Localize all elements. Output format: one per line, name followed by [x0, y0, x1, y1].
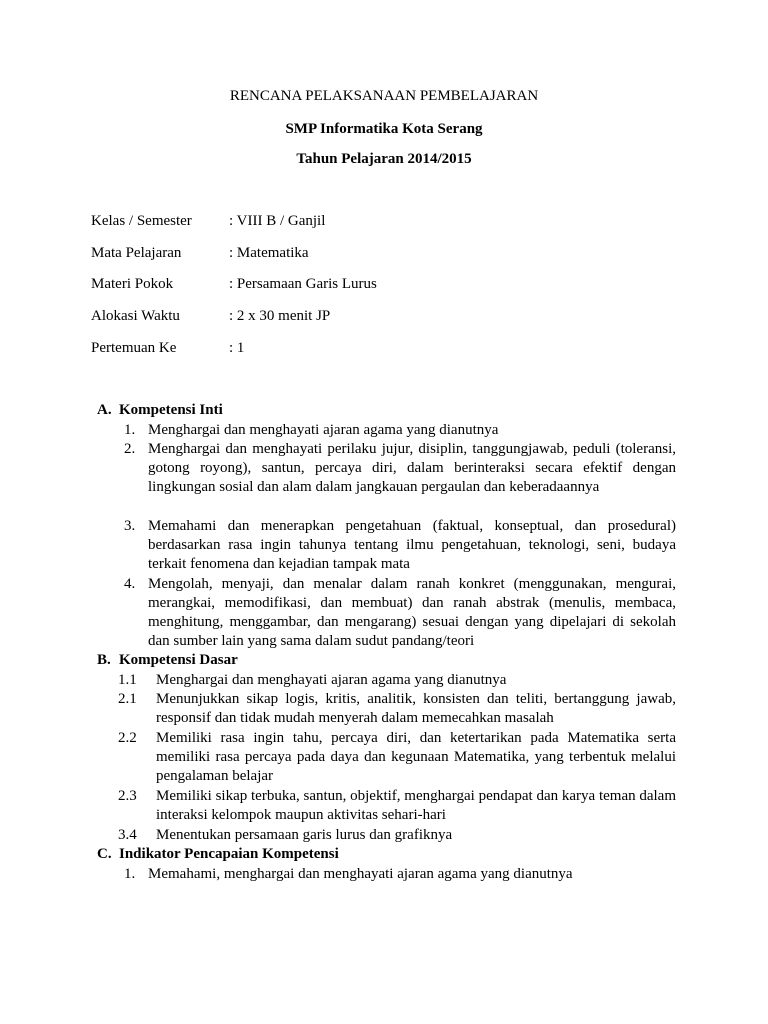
- info-label: Mata Pelajaran: [91, 245, 182, 261]
- info-value: : VIII B / Ganjil: [229, 213, 326, 229]
- item-text: Menghargai dan menghayati ajaran agama yang dianutnya: [148, 422, 499, 438]
- item-number: 2.2: [118, 730, 137, 746]
- section-letter: C.: [97, 846, 112, 862]
- academic-year: Tahun Pelajaran 2014/2015: [296, 151, 472, 167]
- school-name: SMP Informatika Kota Serang: [285, 121, 483, 137]
- item-number: 2.1: [118, 691, 137, 707]
- info-label: Kelas / Semester: [91, 213, 192, 229]
- item-number: 1.: [124, 866, 136, 882]
- item-number: 1.1: [118, 672, 137, 688]
- item-text: Menghargai dan menghayati perilaku jujur, disiplin, tanggungjawab, peduli (toleransi, gotong royong), santun, percaya diri, dalam berinteraksi secara efektif dengan lingkungan sosial dan alam dalam jangkauan pergaulan dan keberadaannya: [148, 441, 676, 495]
- document-title: RENCANA PELAKSANAAN PEMBELAJARAN: [229, 88, 539, 104]
- info-label: Alokasi Waktu: [91, 308, 180, 324]
- info-label: Materi Pokok: [91, 276, 174, 292]
- info-label: Pertemuan Ke: [91, 340, 177, 356]
- info-value: : Persamaan Garis Lurus: [229, 276, 377, 292]
- item-text: Menentukan persamaan garis lurus dan grafiknya: [156, 827, 453, 843]
- item-number: 2.3: [118, 788, 137, 804]
- item-text: Menghargai dan menghayati ajaran agama yang dianutnya: [156, 672, 507, 688]
- item-text: Memahami, menghargai dan menghayati ajaran agama yang dianutnya: [148, 866, 573, 882]
- item-text: Menunjukkan sikap logis, kritis, analitik, konsisten dan teliti, bertanggung jawab, responsif dan tidak mudah menyerah dalam memecahkan masalah: [156, 691, 676, 726]
- section-title: Indikator Pencapaian Kompetensi: [119, 846, 339, 862]
- item-text: Memiliki rasa ingin tahu, percaya diri, dan ketertarikan pada Matematika serta memiliki rasa percaya pada daya dan kegunaan Matematika, yang terbentuk melalui pengalaman belajar: [156, 730, 676, 784]
- item-number: 4.: [124, 576, 136, 592]
- item-text: Mengolah, menyaji, dan menalar dalam ranah konkret (menggunakan, mengurai, merangkai, memodifikasi, dan membuat) dan ranah abstrak (menulis, membaca, menghitung, menggambar, dan mengarang) sesuai dengan yang dipelajari di sekolah dan sumber lain yang sama dalam sudut pandang/teori: [148, 576, 676, 649]
- info-value: : Matematika: [229, 245, 309, 261]
- item-number: 3.4: [118, 827, 137, 843]
- item-number: 2.: [124, 441, 136, 457]
- item-text: Memahami dan menerapkan pengetahuan (faktual, konseptual, dan prosedural) berdasarkan rasa ingin tahunya tentang ilmu pengetahuan, teknologi, seni, budaya terkait fenomena dan kejadian tampak mata: [148, 518, 676, 572]
- section-letter: B.: [97, 652, 111, 668]
- section-title: Kompetensi Dasar: [119, 652, 238, 668]
- item-number: 3.: [124, 518, 136, 534]
- item-number: 1.: [124, 422, 136, 438]
- section-letter: A.: [97, 402, 112, 418]
- section-title: Kompetensi Inti: [119, 402, 223, 418]
- info-value: : 2 x 30 menit JP: [229, 308, 331, 324]
- item-text: Memiliki sikap terbuka, santun, objektif, menghargai pendapat dan karya teman dalam interaksi kelompok maupun aktivitas sehari-hari: [156, 788, 676, 823]
- info-value: : 1: [229, 340, 245, 356]
